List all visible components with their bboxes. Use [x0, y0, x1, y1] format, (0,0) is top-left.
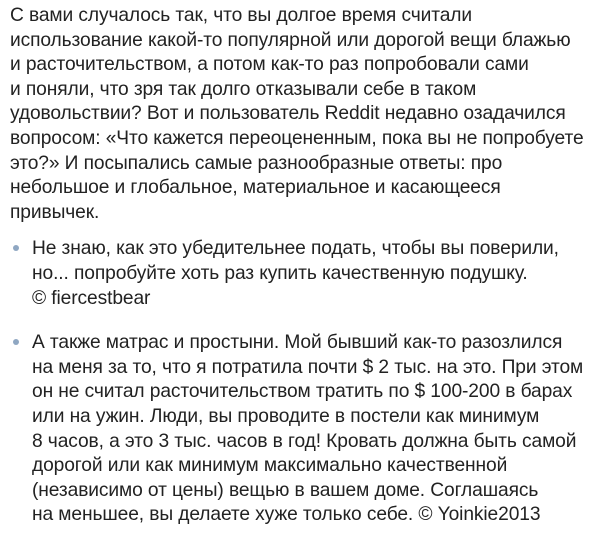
bullet-icon — [13, 245, 19, 251]
intro-paragraph: С вами случалось так, что вы долгое время считали использование какой-то популярной или дорогой вещи блажью и расточительством, а потом как-то раз попробовали сами и поняли, что зря так долго отказывали себе в таком удовольствии? Вот и пользователь Reddit недавно озадачился вопросом: «Что кажется переоцененным, пока вы не попробуете это?» И посыпались самые разнообразные ответы: про небольшое и глобальное, материальное и касающееся привычек. — [10, 5, 584, 223]
list-item — [10, 331, 590, 528]
list-item — [10, 237, 590, 311]
quote-list — [10, 237, 590, 528]
quote-text: А также матрас и простыни. Мой бывший как-то разозлился на меня за то, что я потратила почти $ 2 тыс. на это. При этом он не считал расточительством тратить по $ 100-200 в барах или на ужин. Люди, вы проводите в постели как минимум 8 часов, а это 3 тыс. часов в год! Кровать должна быть самой дорогой или как минимум максимально качественной (независимо от цены) вещью в вашем доме. Соглашаясь на меньшее, вы делаете хуже только себе. © Yoinkie2013 — [32, 332, 584, 526]
quote-text: Не знаю, как это убедительнее подать, чтобы вы поверили, но... попробуйте хоть раз купить качественную подушку. © fiercestbear — [32, 238, 559, 309]
bullet-icon — [13, 339, 19, 345]
